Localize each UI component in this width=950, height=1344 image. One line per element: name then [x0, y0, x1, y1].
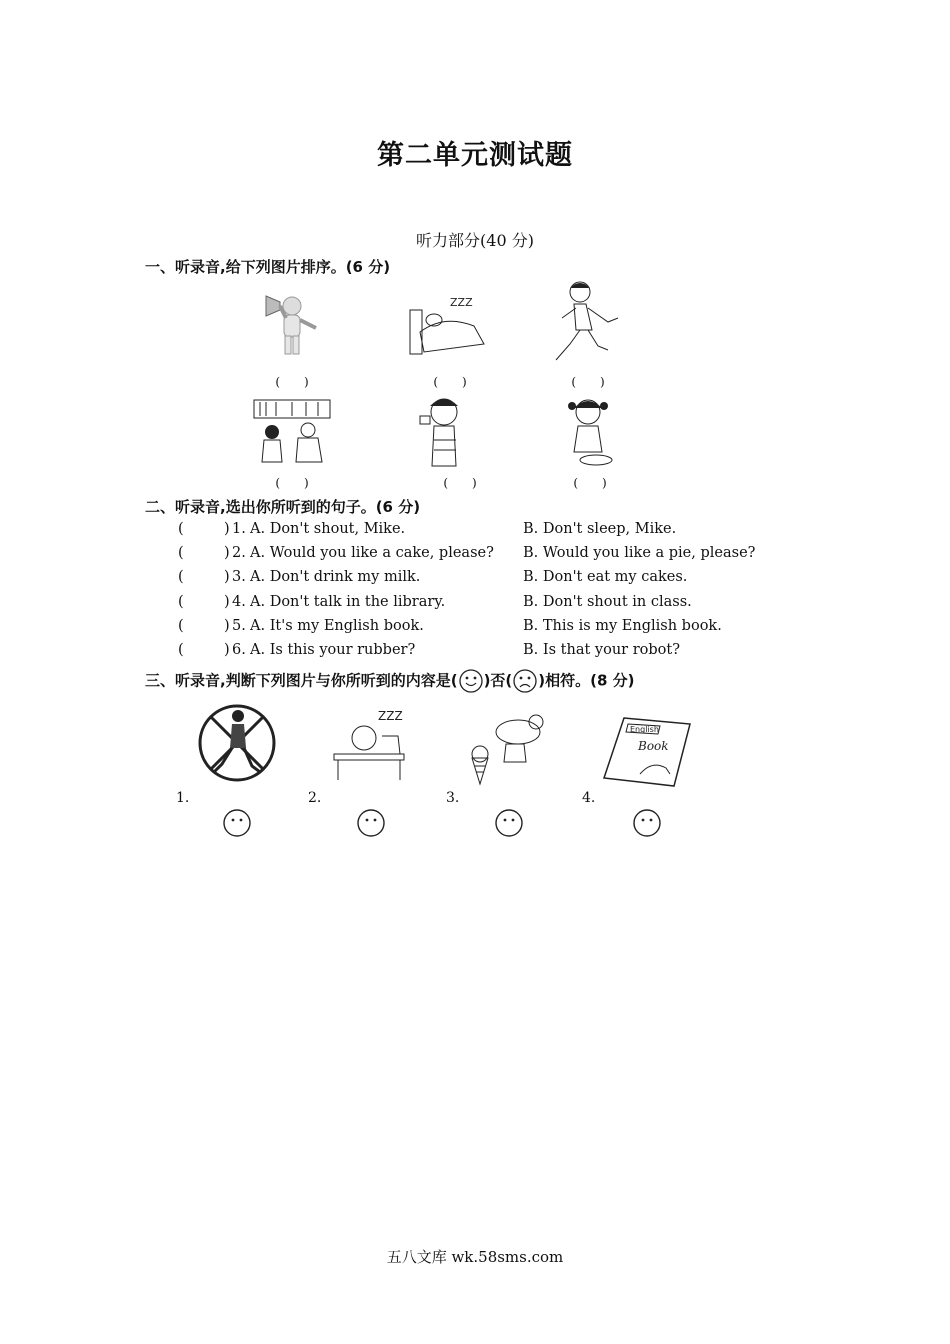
english-book-picture: [600, 716, 694, 788]
answer-blank-close: ): [224, 521, 230, 537]
answer-blank-close: ): [224, 618, 230, 634]
option-a: A. Is this your rubber?: [250, 642, 416, 658]
footer-watermark: 五八文库 wk.58sms.com: [386, 1248, 564, 1266]
section3-heading-end: )相符。(8 分): [538, 671, 635, 690]
item-number-4: 4.: [582, 790, 596, 806]
section3-heading-mid: )否(: [483, 671, 513, 690]
option-a: A. Don't talk in the library.: [250, 594, 446, 610]
option-a: A. Don't drink my milk.: [250, 569, 421, 585]
option-a: A. Would you like a cake, please?: [250, 545, 494, 561]
option-b: B. Would you like a pie, please?: [523, 545, 756, 561]
sad-face-icon: [512, 668, 538, 694]
answer-face-icon[interactable]: [632, 808, 662, 838]
answer-blank-close: ): [224, 642, 230, 658]
item-number-3: 3.: [446, 790, 460, 806]
option-a: A. Don't shout, Mike.: [250, 521, 406, 537]
option-a: A. It's my English book.: [250, 618, 424, 634]
happy-face-icon: [458, 668, 484, 694]
question-row-1: [178, 521, 778, 541]
blank-paren-4[interactable]: ( ): [275, 476, 309, 490]
sleeping-bed-picture: [404, 292, 490, 360]
item-number-2: 2.: [308, 790, 322, 806]
blank-paren-2[interactable]: ( ): [433, 375, 467, 389]
book-cover-english: English: [630, 725, 659, 734]
section3-heading-start: 三、听录音,判断下列图片与你所听到的内容是(: [145, 671, 458, 690]
answer-face-icon[interactable]: [494, 808, 524, 838]
option-b: B. Don't sleep, Mike.: [523, 521, 677, 537]
option-b: B. Don't eat my cakes.: [523, 569, 688, 585]
zzz-text: ZZZ: [450, 296, 473, 309]
answer-blank-close: ): [224, 569, 230, 585]
question-number: 2.: [232, 545, 246, 561]
icecream-mouse-picture: [466, 712, 548, 786]
item-number-1: 1.: [176, 790, 190, 806]
part-heading: 听力部分(40 分): [416, 231, 534, 250]
section1-heading: 一、听录音,给下列图片排序。(6 分): [145, 258, 391, 276]
option-b: B. Don't shout in class.: [523, 594, 692, 610]
question-number: 1.: [232, 521, 246, 537]
question-row-4: [178, 594, 778, 614]
section2-heading: 二、听录音,选出你所听到的句子。(6 分): [145, 498, 421, 516]
question-row-6: [178, 642, 778, 662]
option-b: B. Is that your robot?: [523, 642, 680, 658]
answer-blank-open[interactable]: (: [178, 618, 184, 634]
no-running-picture: [196, 702, 278, 784]
running-boy-picture: [552, 278, 626, 370]
girl-eating-picture: [560, 396, 618, 470]
answer-face-icon[interactable]: [356, 808, 386, 838]
book-cover-book: Book: [638, 739, 669, 753]
blank-paren-6[interactable]: ( ): [573, 476, 607, 490]
answer-blank-open[interactable]: (: [178, 521, 184, 537]
boy-eating-picture: [414, 396, 470, 470]
blank-paren-5[interactable]: ( ): [443, 476, 477, 490]
question-number: 6.: [232, 642, 246, 658]
answer-blank-close: ): [224, 545, 230, 561]
question-number: 5.: [232, 618, 246, 634]
page-title: 第二单元测试题: [377, 140, 573, 171]
question-number: 4.: [232, 594, 246, 610]
question-number: 3.: [232, 569, 246, 585]
question-row-5: [178, 618, 778, 638]
answer-face-icon[interactable]: [222, 808, 252, 838]
blank-paren-1[interactable]: ( ): [275, 375, 309, 389]
blank-paren-3[interactable]: ( ): [571, 375, 605, 389]
answer-blank-open[interactable]: (: [178, 569, 184, 585]
section3-heading: [145, 668, 635, 694]
answer-blank-open[interactable]: (: [178, 594, 184, 610]
zzz-text: ZZZ: [378, 709, 403, 723]
answer-blank-open[interactable]: (: [178, 642, 184, 658]
answer-blank-open[interactable]: (: [178, 545, 184, 561]
answer-blank-close: ): [224, 594, 230, 610]
library-picture: [252, 398, 332, 466]
question-row-3: [178, 569, 778, 589]
option-b: B. This is my English book.: [523, 618, 722, 634]
megaphone-person-picture: [258, 288, 324, 358]
question-row-2: [178, 545, 778, 565]
sleeping-at-desk-picture: [328, 706, 410, 782]
